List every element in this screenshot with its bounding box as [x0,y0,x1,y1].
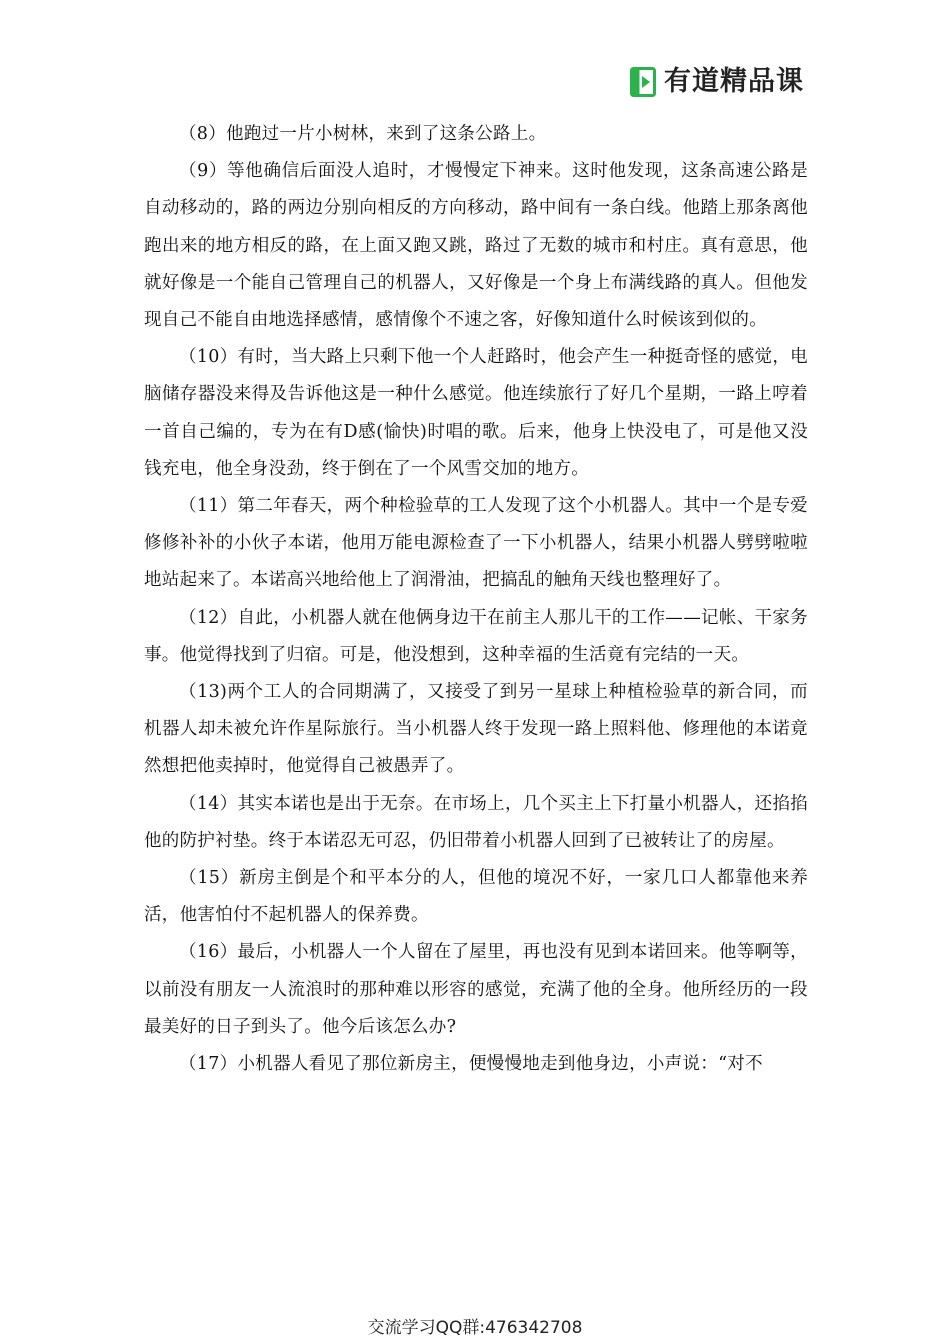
paragraph-11: （11）第二年春天，两个种检验草的工人发现了这个小机器人。其中一个是专爱修修补补的小伙子本诺，他用万能电源检查了一下小机器人，结果小机器人劈劈啦啦地站起来了。本诺高兴地给他上了润滑油，把搞乱的触角天线也整理好了。 [144,496,808,591]
paragraph-8: （8）他跑过一片小树林，来到了这条公路上。 [179,124,547,144]
paragraph-17: （17）小机器人看见了那位新房主，便慢慢地走到他身边，小声说：“对不 [179,1054,763,1075]
paragraph-15: （15）新房主倒是个和平本分的人，但他的境况不好，一家几口人都靠他来养活，他害怕付不起机器人的保养费。 [144,868,808,926]
paragraph-16: （16）最后，小机器人一个人留在了屋里，再也没有见到本诺回来。他等啊等，以前没有朋友一人流浪时的那种难以形容的感觉，充满了他的全身。他所经历的一段最美好的日子到头了。他今后该怎么办? [144,942,808,1037]
play-book-icon [630,67,656,97]
paragraph-9: （9）等他确信后面没人追时，才慢慢定下神来。这时他发现，这条高速公路是自动移动的，路的两边分别向相反的方向移动，路中间有一条白线。他踏上那条离他跑出来的地方相反的路，在上面又跑又跳，路过了无数的城市和村庄。真有意思，他就好像是一个能自己管理自己的机器人，又好像是一个身上布满线路的真人。但他发现自己不能自由地选择感情，感情像个不速之客，好像知道什么时候该到似的。 [144,161,808,331]
brand-logo [630,66,804,98]
paragraph-13: （13)两个工人的合同期满了，又接受了到另一星球上种植检验草的新合同，而机器人却未被允许作星际旅行。当小机器人终于发现一路上照料他、修理他的本诺竟然想把他卖掉时，他觉得自己被愚弄了。 [144,682,808,777]
footer-qq-group: 交流学习QQ群:476342708 [367,1318,583,1338]
paragraph-12: （12）自此，小机器人就在他俩身边干在前主人那儿干的工作——记帐、干家务事。他觉得找到了归宿。可是，他没想到，这种幸福的生活竟有完结的一天。 [144,607,808,665]
paragraph-10: （10）有时，当大路上只剩下他一个人赶路时，他会产生一种挺奇怪的感觉，电脑储存器没来得及告诉他这是一种什么感觉。他连续旅行了好几个星期，一路上哼着一首自己编的，专为在有D感(愉快)时唱的歌。后来，他身上快没电了，可是他又没钱充电，他全身没劲，终于倒在了一个风雪交加的地方。 [144,347,808,479]
brand-name: 有道精品课 [664,66,804,97]
document-body [144,116,808,1083]
paragraph-14: （14）其实本诺也是出于无奈。在市场上，几个买主上下打量小机器人，还掐掐他的防护衬垫。终于本诺忍无可忍，仍旧带着小机器人回到了已被转让了的房屋。 [144,793,808,851]
